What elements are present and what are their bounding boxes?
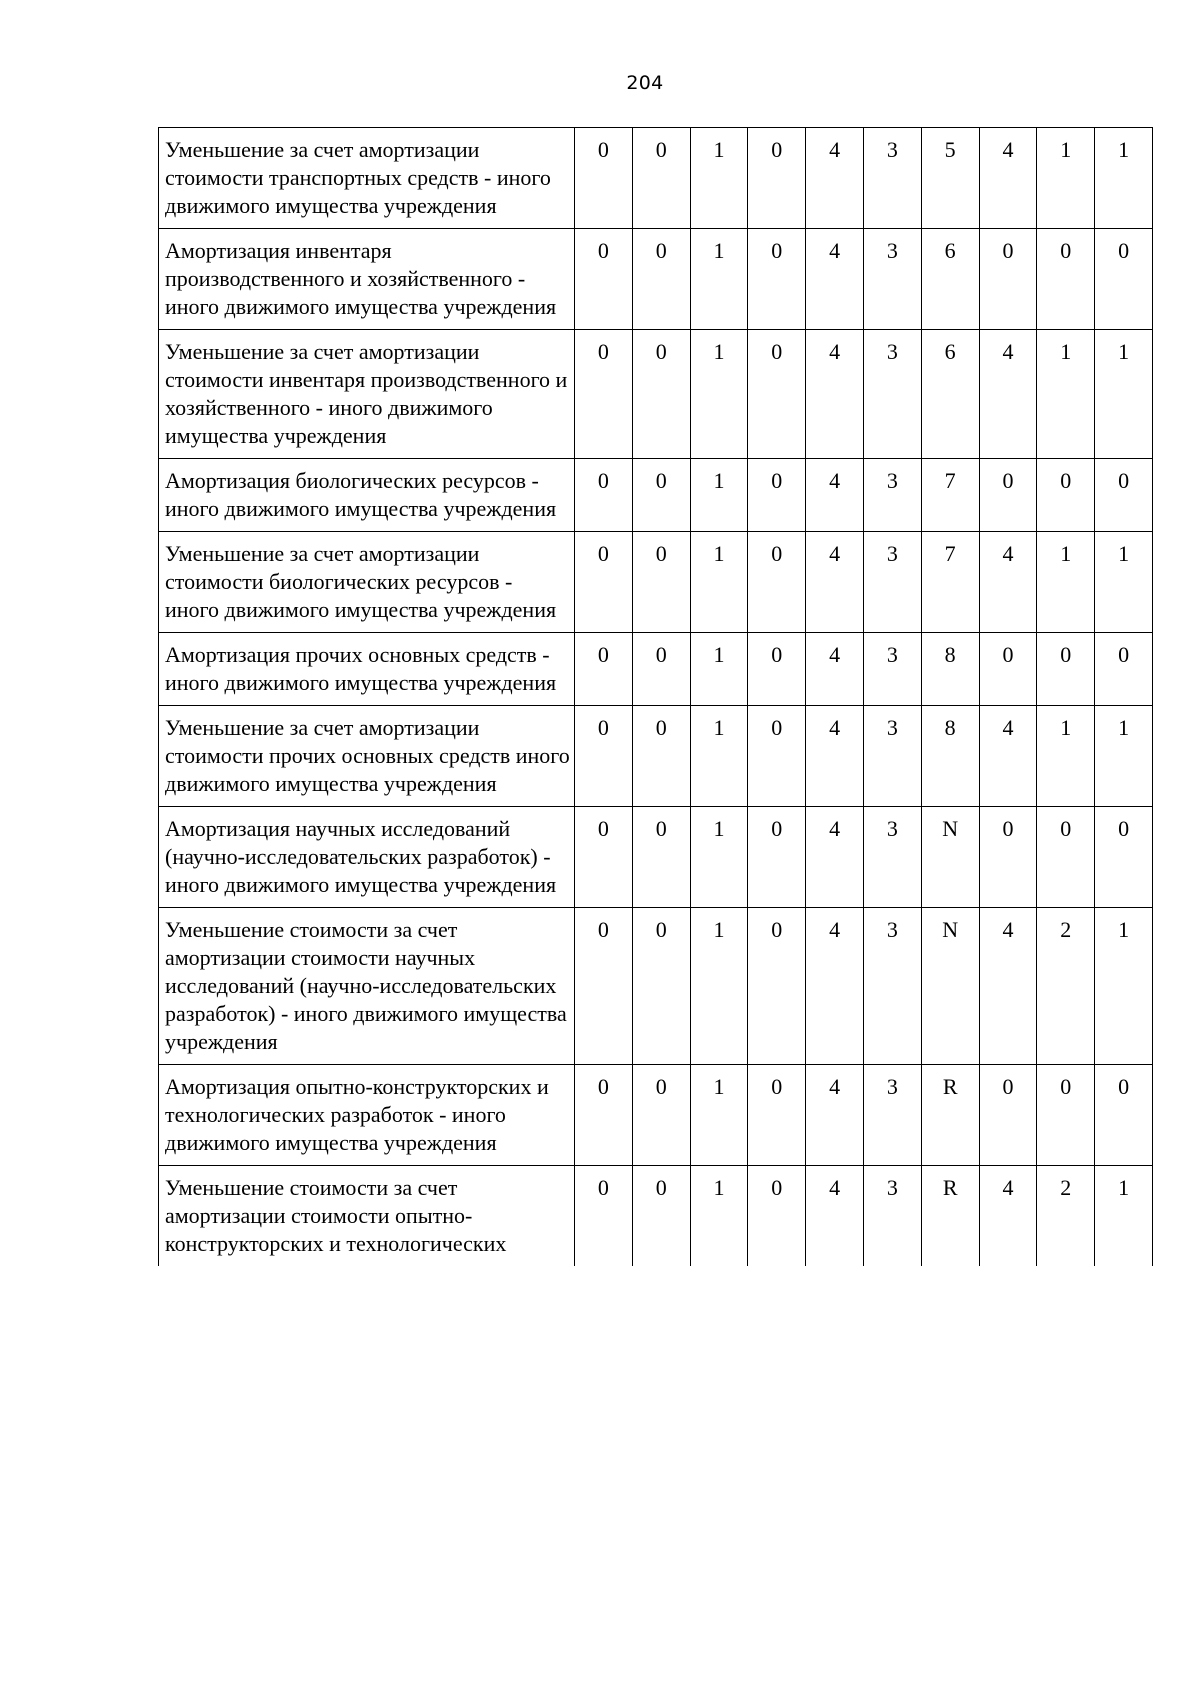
code-digit-10: 1: [1095, 128, 1153, 229]
code-digit-6: 3: [863, 229, 921, 330]
code-digit-9: 1: [1037, 706, 1095, 807]
table-row: [159, 330, 1153, 459]
code-digit-9: 0: [1037, 1065, 1095, 1166]
code-digit-1: 0: [575, 330, 633, 459]
code-digit-10: 0: [1095, 229, 1153, 330]
code-digit-1: 0: [575, 459, 633, 532]
code-digit-9: 1: [1037, 128, 1095, 229]
code-digit-2: 0: [632, 633, 690, 706]
code-digit-6: 3: [863, 532, 921, 633]
code-digit-8: 4: [979, 706, 1037, 807]
code-digit-2: 0: [632, 807, 690, 908]
row-description: Уменьшение за счет амортизации стоимости инвентаря производственного и хозяйственного - иного движимого имущества учреждения: [159, 330, 575, 459]
code-digit-10: 1: [1095, 330, 1153, 459]
code-digit-2: 0: [632, 229, 690, 330]
table-row: [159, 908, 1153, 1065]
code-digit-6: 3: [863, 1065, 921, 1166]
code-digit-1: 0: [575, 1166, 633, 1267]
code-digit-2: 0: [632, 459, 690, 532]
row-description: Уменьшение стоимости за счет амортизации стоимости научных исследований (научно-исследовательских разработок) - иного движимого имущества учреждения: [159, 908, 575, 1065]
code-digit-10: 1: [1095, 908, 1153, 1065]
code-digit-3: 1: [690, 532, 748, 633]
code-digit-5: 4: [806, 807, 864, 908]
code-digit-3: 1: [690, 633, 748, 706]
code-digit-2: 0: [632, 330, 690, 459]
code-digit-2: 0: [632, 532, 690, 633]
code-digit-3: 1: [690, 229, 748, 330]
code-digit-3: 1: [690, 807, 748, 908]
code-digit-1: 0: [575, 807, 633, 908]
code-digit-4: 0: [748, 330, 806, 459]
code-digit-6: 3: [863, 459, 921, 532]
code-digit-7: 6: [921, 229, 979, 330]
code-digit-7: 6: [921, 330, 979, 459]
code-digit-5: 4: [806, 1065, 864, 1166]
code-digit-3: 1: [690, 706, 748, 807]
code-digit-10: 0: [1095, 459, 1153, 532]
code-digit-7: 8: [921, 706, 979, 807]
code-digit-10: 0: [1095, 1065, 1153, 1166]
code-digit-2: 0: [632, 128, 690, 229]
code-digit-6: 3: [863, 330, 921, 459]
code-digit-8: 0: [979, 459, 1037, 532]
code-digit-7: N: [921, 807, 979, 908]
code-digit-5: 4: [806, 229, 864, 330]
code-digit-8: 0: [979, 633, 1037, 706]
row-description: Амортизация биологических ресурсов - иного движимого имущества учреждения: [159, 459, 575, 532]
code-digit-10: 0: [1095, 807, 1153, 908]
code-digit-10: 0: [1095, 633, 1153, 706]
code-digit-4: 0: [748, 532, 806, 633]
code-digit-7: R: [921, 1166, 979, 1267]
code-digit-5: 4: [806, 908, 864, 1065]
code-digit-5: 4: [806, 459, 864, 532]
code-digit-10: 1: [1095, 1166, 1153, 1267]
code-digit-8: 0: [979, 807, 1037, 908]
code-digit-4: 0: [748, 706, 806, 807]
table-body: [159, 128, 1153, 1267]
code-digit-2: 0: [632, 706, 690, 807]
code-digit-1: 0: [575, 633, 633, 706]
code-digit-9: 1: [1037, 532, 1095, 633]
code-digit-4: 0: [748, 128, 806, 229]
code-digit-3: 1: [690, 128, 748, 229]
table-row: [159, 633, 1153, 706]
code-digit-6: 3: [863, 1166, 921, 1267]
code-digit-3: 1: [690, 459, 748, 532]
row-description: Уменьшение стоимости за счет амортизации стоимости опытно-конструкторских и технологических: [159, 1166, 575, 1267]
row-description: Амортизация прочих основных средств - иного движимого имущества учреждения: [159, 633, 575, 706]
code-digit-5: 4: [806, 532, 864, 633]
code-digit-1: 0: [575, 128, 633, 229]
code-digit-7: 8: [921, 633, 979, 706]
code-digit-5: 4: [806, 706, 864, 807]
code-digit-10: 1: [1095, 532, 1153, 633]
code-digit-4: 0: [748, 908, 806, 1065]
code-digit-3: 1: [690, 1065, 748, 1166]
row-description: Амортизация инвентаря производственного и хозяйственного - иного движимого имущества учреждения: [159, 229, 575, 330]
code-digit-7: 5: [921, 128, 979, 229]
row-description: Уменьшение за счет амортизации стоимости прочих основных средств иного движимого имущества учреждения: [159, 706, 575, 807]
code-digit-4: 0: [748, 459, 806, 532]
code-digit-9: 0: [1037, 633, 1095, 706]
table-row: [159, 1166, 1153, 1267]
code-digit-8: 4: [979, 330, 1037, 459]
code-digit-7: 7: [921, 459, 979, 532]
row-description: Уменьшение за счет амортизации стоимости транспортных средств - иного движимого имущества учреждения: [159, 128, 575, 229]
code-digit-1: 0: [575, 229, 633, 330]
code-digit-8: 4: [979, 908, 1037, 1065]
table-row: [159, 532, 1153, 633]
code-digit-9: 0: [1037, 807, 1095, 908]
code-digit-5: 4: [806, 1166, 864, 1267]
code-digit-6: 3: [863, 633, 921, 706]
code-digit-1: 0: [575, 908, 633, 1065]
code-digit-8: 4: [979, 1166, 1037, 1267]
table-row: [159, 128, 1153, 229]
code-digit-1: 0: [575, 706, 633, 807]
code-digit-1: 0: [575, 1065, 633, 1166]
code-digit-2: 0: [632, 1166, 690, 1267]
table-row: [159, 706, 1153, 807]
code-digit-8: 0: [979, 229, 1037, 330]
code-digit-8: 4: [979, 532, 1037, 633]
code-digit-10: 1: [1095, 706, 1153, 807]
code-digit-1: 0: [575, 532, 633, 633]
code-digit-4: 0: [748, 229, 806, 330]
row-description: Амортизация научных исследований (научно-исследовательских разработок) - иного движимого имущества учреждения: [159, 807, 575, 908]
page-number: 204: [626, 72, 664, 94]
code-digit-9: 0: [1037, 229, 1095, 330]
row-description: Уменьшение за счет амортизации стоимости биологических ресурсов - иного движимого имущества учреждения: [159, 532, 575, 633]
code-digit-4: 0: [748, 1065, 806, 1166]
code-digit-5: 4: [806, 330, 864, 459]
code-digit-6: 3: [863, 128, 921, 229]
code-digit-6: 3: [863, 706, 921, 807]
code-digit-7: 7: [921, 532, 979, 633]
code-digit-8: 4: [979, 128, 1037, 229]
code-digit-7: N: [921, 908, 979, 1065]
code-digit-3: 1: [690, 1166, 748, 1267]
code-digit-7: R: [921, 1065, 979, 1166]
table-row: [159, 807, 1153, 908]
code-digit-2: 0: [632, 908, 690, 1065]
code-digit-8: 0: [979, 1065, 1037, 1166]
code-digit-4: 0: [748, 807, 806, 908]
code-digit-3: 1: [690, 908, 748, 1065]
account-codes-table: [158, 127, 1153, 1266]
code-digit-9: 1: [1037, 330, 1095, 459]
table-row: [159, 1065, 1153, 1166]
code-digit-4: 0: [748, 1166, 806, 1267]
code-digit-6: 3: [863, 908, 921, 1065]
code-digit-4: 0: [748, 633, 806, 706]
row-description: Амортизация опытно-конструкторских и технологических разработок - иного движимого имущества учреждения: [159, 1065, 575, 1166]
code-digit-3: 1: [690, 330, 748, 459]
code-digit-9: 2: [1037, 1166, 1095, 1267]
table-row: [159, 459, 1153, 532]
table-row: [159, 229, 1153, 330]
code-digit-2: 0: [632, 1065, 690, 1166]
code-digit-9: 2: [1037, 908, 1095, 1065]
code-digit-5: 4: [806, 633, 864, 706]
code-digit-6: 3: [863, 807, 921, 908]
code-digit-5: 4: [806, 128, 864, 229]
code-digit-9: 0: [1037, 459, 1095, 532]
